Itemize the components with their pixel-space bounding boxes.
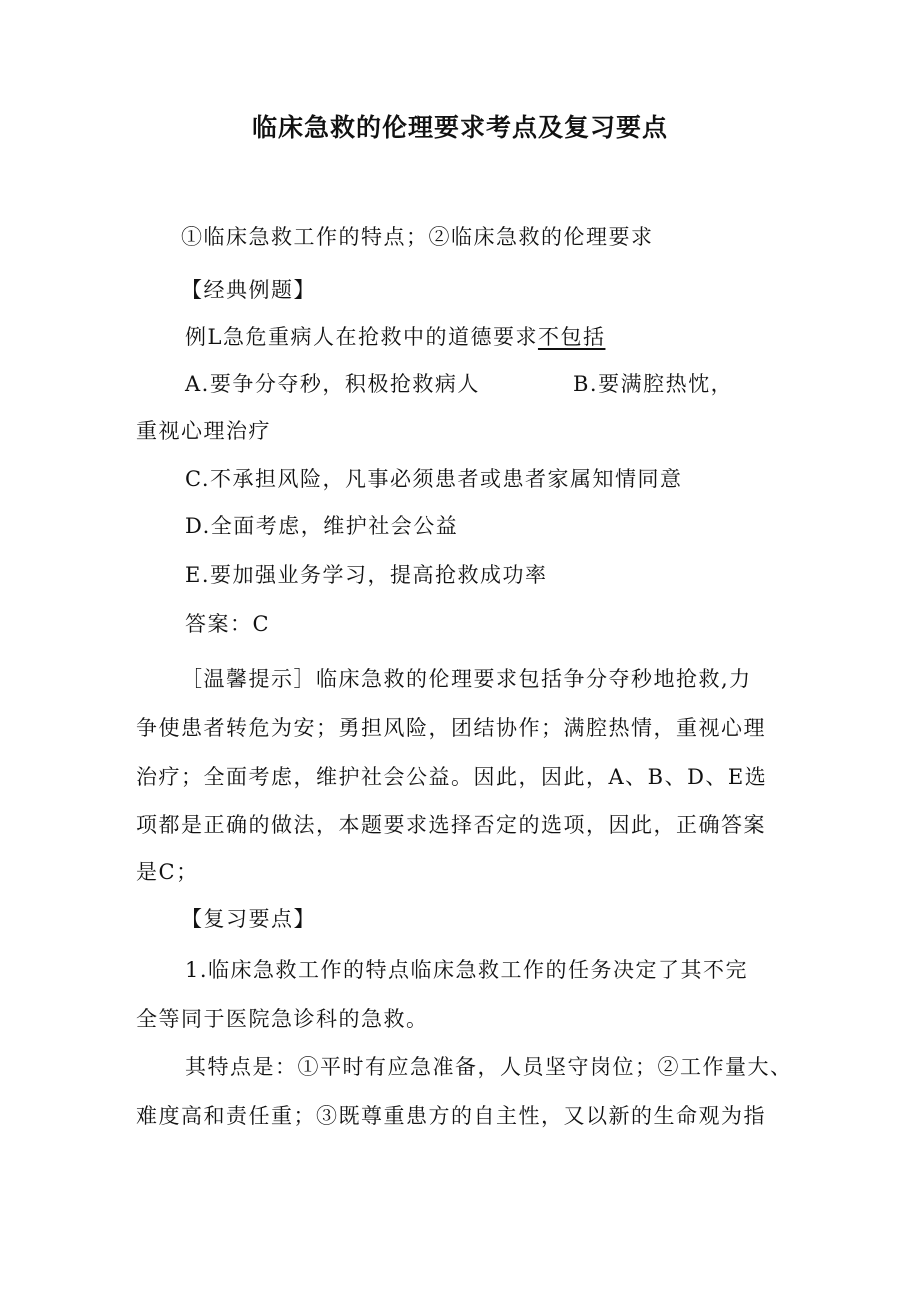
answer-text: 答案：C [185,612,271,636]
objectives-text: ①临床急救工作的特点；②临床急救的伦理要求 [181,225,654,249]
option-e: E.要加强业务学习，提高抢救成功率 [185,563,548,587]
document-title: 临床急救的伦理要求考点及复习要点 [251,113,668,142]
option-a: A.要争分夺秒，积极抢救病人 [185,372,480,396]
option-b-part1: B.要满腔热忱， [573,372,734,396]
option-c: C.不承担风险，凡事必须患者或患者家属知情同意 [185,467,683,491]
point1-line-2: 全等同于医院急诊科的急救。 [136,1007,429,1031]
features-line-1: 其特点是：①平时有应急准备，人员坚守岗位；②工作量大、 [185,1055,793,1079]
option-b-part2: 重视心理治疗 [136,419,271,443]
question-text [185,322,605,352]
features-line-2: 难度高和责任重；③既尊重患方的自主性，又以新的生命观为指 [136,1104,766,1128]
review-heading: 【复习要点】 [181,907,316,931]
tip-line-3: 治疗；全面考虑，维护社会公益。因此，因此，A、B、D、E选 [136,765,768,789]
tip-line-4: 项都是正确的做法，本题要求选择否定的选项，因此，正确答案 [136,813,766,837]
tip-line-2: 争使患者转危为安；勇担风险，团结协作；满腔热情，重视心理 [136,716,766,740]
question-emphasis: 不包括 [537,325,606,349]
tip-line-1: ［温馨提示］临床急救的伦理要求包括争分夺秒地抢救,力 [181,667,752,691]
point1-line-1: 1.临床急救工作的特点临床急救工作的任务决定了其不完 [185,958,749,982]
question-prefix: 例L急危重病人在抢救中的道德要求 [185,325,538,349]
tip-line-5: 是C； [136,860,199,884]
example-heading: 【经典例题】 [181,278,316,302]
option-d: D.全面考虑，维护社会公益 [185,514,459,538]
